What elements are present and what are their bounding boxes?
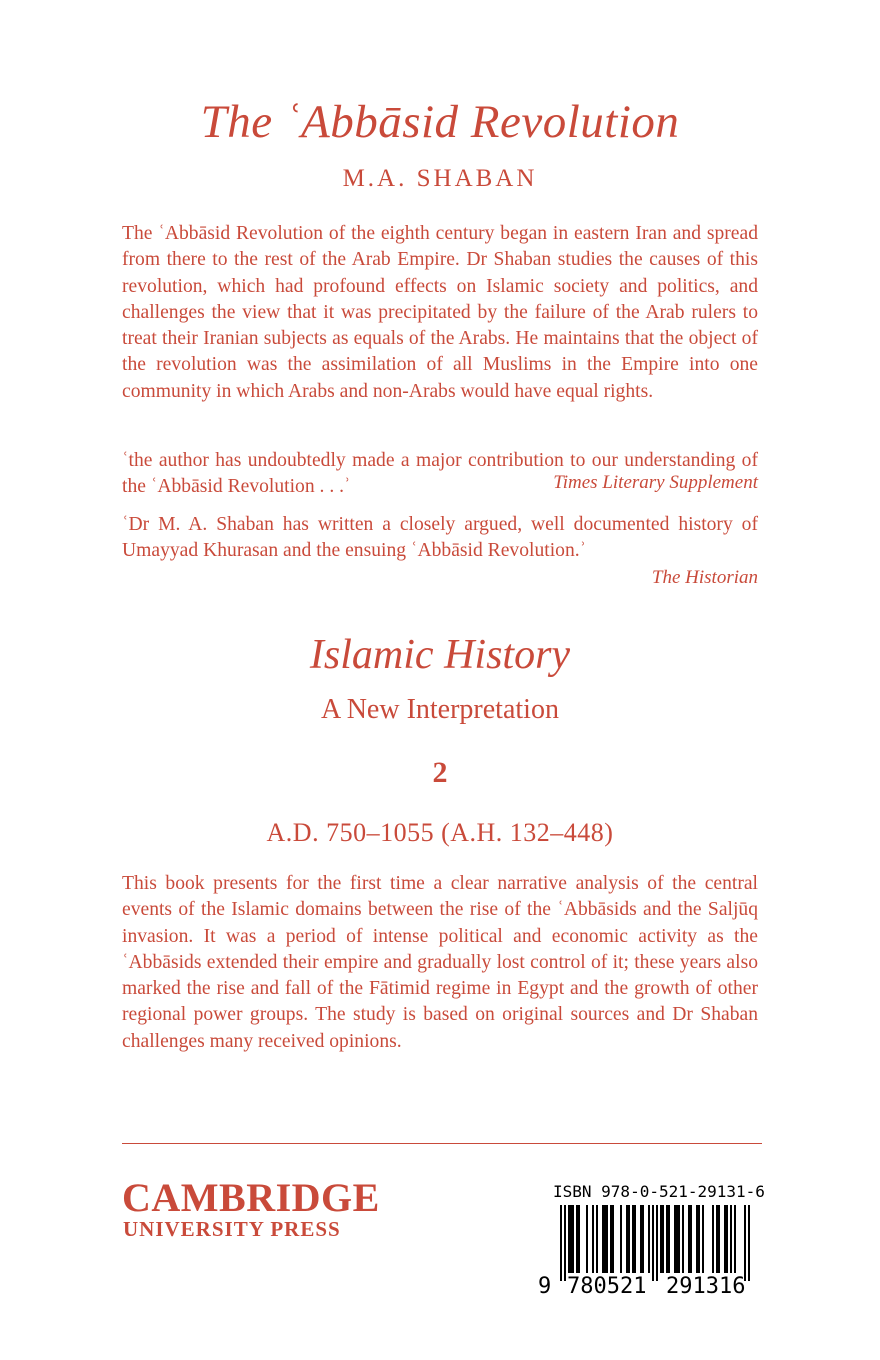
book1-quote-2: ʿDr M. A. Shaban has written a closely argued, well documented history of Umayyad Khurasan and the ensuing ʿAbbāsid Revolution.ʾ [122, 514, 758, 562]
book1-description: The ʿAbbāsid Revolution of the eighth century began in eastern Iran and spread from there to the rest of the Arab Empire. Dr Shaban studies the causes of this revolution, which had profound effects on Islamic society and politics, and challenges the view that it was precipitated by the failure of the Arab rulers to treat their Iranian subjects as equals of the Arabs. He maintains that the object of the revolution was the assimilation of all Muslims in the Empire into one community in which Arabs and non-Arabs would have equal rights. [122, 223, 758, 402]
book1-author: M.A. SHABAN [342, 165, 538, 192]
barcode-bar [572, 1205, 574, 1273]
book2-description: This book presents for the first time a clear narrative analysis of the central events of the Islamic domains between the rise of the ʿAbbāsids and the Saljūq invasion. It was a period of intense political and economic activity as the ʿAbbāsids extended their empire and gradually lost control of it; these years also marked the rise and fall of the Fātimid regime in Egypt and the growth of other regional power groups. The study is based on original sources and Dr Shaban challenges many received opinions. [122, 873, 758, 1052]
barcode-bar [744, 1205, 746, 1281]
barcode-bar [586, 1205, 588, 1273]
book2-subtitle: A New Interpretation [321, 694, 559, 725]
isbn-barcode [536, 1205, 760, 1295]
barcode-bar [606, 1205, 608, 1273]
barcode-bar [576, 1205, 578, 1273]
barcode-bar [666, 1205, 668, 1273]
barcode-bar [662, 1205, 664, 1273]
book2-title: Islamic History [309, 632, 571, 678]
barcode-bar [726, 1205, 728, 1273]
barcode-bar [660, 1205, 662, 1273]
book1-title: The ʿAbbāsid Revolution [200, 96, 680, 148]
barcode-bar [592, 1205, 594, 1273]
barcode-bar [640, 1205, 642, 1273]
barcode-bar [568, 1205, 570, 1273]
barcode-bar [632, 1205, 634, 1273]
barcode-bar [688, 1205, 690, 1273]
barcode-bar [730, 1205, 732, 1273]
barcode-bar [602, 1205, 604, 1273]
barcode-bar [604, 1205, 606, 1273]
barcode-bar [734, 1205, 736, 1273]
barcode-bar [716, 1205, 718, 1273]
barcode-bar [560, 1205, 562, 1281]
isbn-label: ISBN 978-0-521-29131-6 [553, 1182, 765, 1201]
barcode-bar [682, 1205, 684, 1273]
barcode-digits-right: 291316 [666, 1274, 746, 1295]
barcode-bar [674, 1205, 676, 1273]
barcode-bar [612, 1205, 614, 1273]
publisher-logo-university-press: UNIVERSITY PRESS [123, 1217, 341, 1241]
barcode-bar [712, 1205, 714, 1273]
publisher-logo-cambridge: CAMBRIDGE [122, 1175, 380, 1220]
barcode-bar [620, 1205, 622, 1273]
barcode-bar [676, 1205, 678, 1273]
book1-quote-1: ʿthe author has undoubtedly made a major contribution to our understanding of the ʿAbbāsid Revolution . . .ʾ [122, 450, 758, 498]
barcode-bar [564, 1205, 566, 1281]
barcode-bar [724, 1205, 726, 1273]
barcode-bar [668, 1205, 670, 1273]
barcode-bar [698, 1205, 700, 1273]
barcode-bar [628, 1205, 630, 1273]
barcode-bar [642, 1205, 644, 1273]
book1-quote-2-source: The Historian [651, 567, 758, 588]
barcode-digit-lead: 9 [538, 1274, 552, 1295]
barcode-bar [690, 1205, 692, 1273]
barcode-bar [648, 1205, 650, 1273]
book1-quote-1-source: Times Literary Supplement [553, 472, 758, 493]
barcode-bar [634, 1205, 636, 1273]
barcode-bar [702, 1205, 704, 1273]
barcode-bar [748, 1205, 750, 1281]
barcode-digits-left: 780521 [567, 1274, 647, 1295]
book2-volume-number: 2 [432, 756, 448, 789]
barcode-bar [578, 1205, 580, 1273]
book2-dates: A.D. 750–1055 (A.H. 132–448) [266, 818, 614, 847]
barcode-bar [596, 1205, 598, 1273]
barcode-bar [718, 1205, 720, 1273]
barcode-bar [570, 1205, 572, 1273]
barcode-bar [678, 1205, 680, 1273]
barcode-bar [626, 1205, 628, 1273]
barcode-bar [656, 1205, 658, 1281]
barcode-bar [652, 1205, 654, 1281]
divider-rule [122, 1143, 762, 1144]
barcode-bar [610, 1205, 612, 1273]
barcode-bar [696, 1205, 698, 1273]
